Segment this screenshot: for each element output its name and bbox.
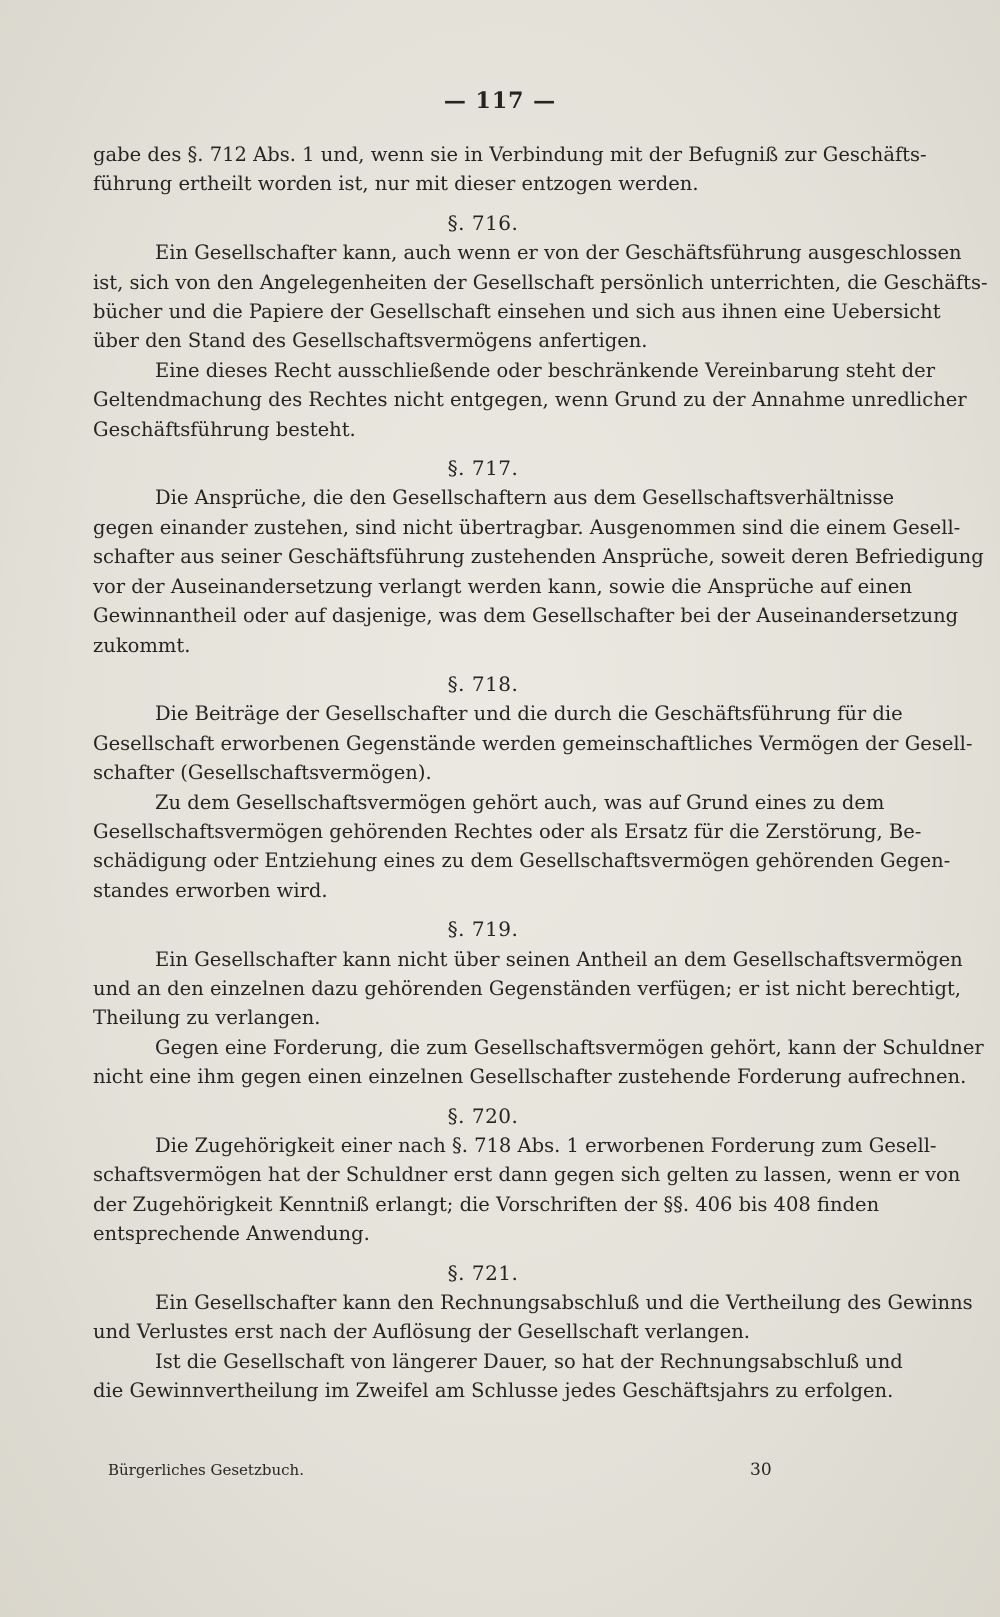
body-text [93, 140, 988, 1406]
text-line: Die Beiträge der Gesellschafter und die durch die Geschäftsführung für die [155, 702, 903, 726]
page-number: — 117 — [443, 88, 557, 114]
section-heading: §. 718. [447, 671, 519, 696]
text-line: die Gewinnvertheilung im Zweifel am Schlusse jedes Geschäftsjahrs zu erfolgen. [93, 1379, 894, 1403]
text-line: gegen einander zustehen, sind nicht übertragbar. Ausgenommen sind die einem Gesell- [93, 515, 961, 539]
text-line: und an den einzelnen dazu gehörenden Gegenständen verfügen; er ist nicht berechtigt, [93, 976, 961, 1000]
section-heading: §. 720. [447, 1103, 519, 1128]
section-heading: §. 716. [447, 210, 519, 235]
text-line: schädigung oder Entziehung eines zu dem Gesellschaftsvermögen gehörenden Gegen- [93, 849, 951, 873]
text-line: der Zugehörigkeit Kenntniß erlangt; die Vorschriften der §§. 406 bis 408 finden [93, 1192, 880, 1216]
text-line: Gesellschaftsvermögen gehörenden Rechtes oder als Ersatz für die Zerstörung, Be- [93, 819, 922, 843]
text-line: Gewinnantheil oder auf dasjenige, was dem Gesellschafter bei der Auseinandersetzung [93, 604, 959, 628]
section-716 [93, 209, 988, 444]
text-line: schaftsvermögen hat der Schuldner erst dann gegen sich gelten zu lassen, wenn er von [93, 1163, 961, 1187]
text-line: Gesellschaft erworbenen Gegenstände werden gemeinschaftliches Vermögen der Gesell- [93, 731, 973, 755]
text-line: führung ertheilt worden ist, nur mit dieser entzogen werden. [93, 172, 699, 196]
text-line: Die Ansprüche, die den Gesellschaftern aus dem Gesellschaftsverhältnisse [155, 486, 895, 510]
text-line: Eine dieses Recht ausschließende oder beschränkende Vereinbarung steht der [155, 358, 936, 382]
text-line: Theilung zu verlangen. [93, 1006, 321, 1030]
text-line: ist, sich von den Angelegenheiten der Gesellschaft persönlich unterrichten, die Geschäfts- [93, 270, 988, 294]
section-719 [93, 915, 984, 1091]
text-line: Ein Gesellschafter kann nicht über seinen Antheil an dem Gesellschaftsvermögen [155, 947, 963, 971]
text-line: nicht eine ihm gegen einen einzelnen Gesellschafter zustehende Forderung aufrechnen. [93, 1065, 967, 1089]
text-line: über den Stand des Gesellschaftsvermögens anfertigen. [93, 329, 648, 353]
section-heading: §. 719. [447, 917, 519, 942]
section-721 [93, 1259, 973, 1406]
text-line: entsprechende Anwendung. [93, 1222, 370, 1246]
section-717 [93, 454, 984, 660]
section-720 [93, 1102, 961, 1249]
text-line: schafter (Gesellschaftsvermögen). [93, 761, 432, 785]
text-line: bücher und die Papiere der Gesellschaft einsehen und sich aus ihnen eine Uebersicht [93, 300, 941, 324]
text-line: standes erworben wird. [93, 878, 328, 902]
text-line: und Verlustes erst nach der Auflösung der Gesellschaft verlangen. [93, 1320, 750, 1344]
section-718 [93, 670, 973, 905]
section-heading: §. 717. [447, 456, 519, 481]
text-line: schafter aus seiner Geschäftsführung zustehenden Ansprüche, soweit deren Befriedigung [93, 545, 984, 569]
text-line: Gegen eine Forderung, die zum Gesellschaftsvermögen gehört, kann der Schuldner [155, 1035, 984, 1059]
text-line: Ein Gesellschafter kann den Rechnungsabschluß und die Vertheilung des Gewinns [155, 1291, 973, 1315]
footer-sheet-number: 30 [750, 1460, 772, 1480]
section-heading: §. 721. [447, 1260, 519, 1285]
text-line: Ein Gesellschafter kann, auch wenn er von der Geschäftsführung ausgeschlossen [155, 241, 962, 265]
text-line: zukommt. [93, 633, 191, 657]
text-line: Die Zugehörigkeit einer nach §. 718 Abs. 1 erworbenen Forderung zum Gesell- [155, 1134, 937, 1157]
text-line: gabe des §. 712 Abs. 1 und, wenn sie in Verbindung mit der Befugniß zur Geschäfts- [93, 143, 927, 166]
text-line: Zu dem Gesellschaftsvermögen gehört auch, was auf Grund eines zu dem [155, 790, 885, 814]
text-line: Ist die Gesellschaft von längerer Dauer, so hat der Rechnungsabschluß und [155, 1349, 903, 1373]
intro-paragraph [93, 140, 927, 199]
text-line: vor der Auseinandersetzung verlangt werden kann, sowie die Ansprüche auf einen [93, 574, 913, 598]
footer-book-title: Bürgerliches Gesetzbuch. [108, 1461, 304, 1479]
text-line: Geltendmachung des Rechtes nicht entgegen, wenn Grund zu der Annahme unredlicher [93, 388, 967, 412]
text-line: Geschäftsführung besteht. [93, 417, 356, 441]
